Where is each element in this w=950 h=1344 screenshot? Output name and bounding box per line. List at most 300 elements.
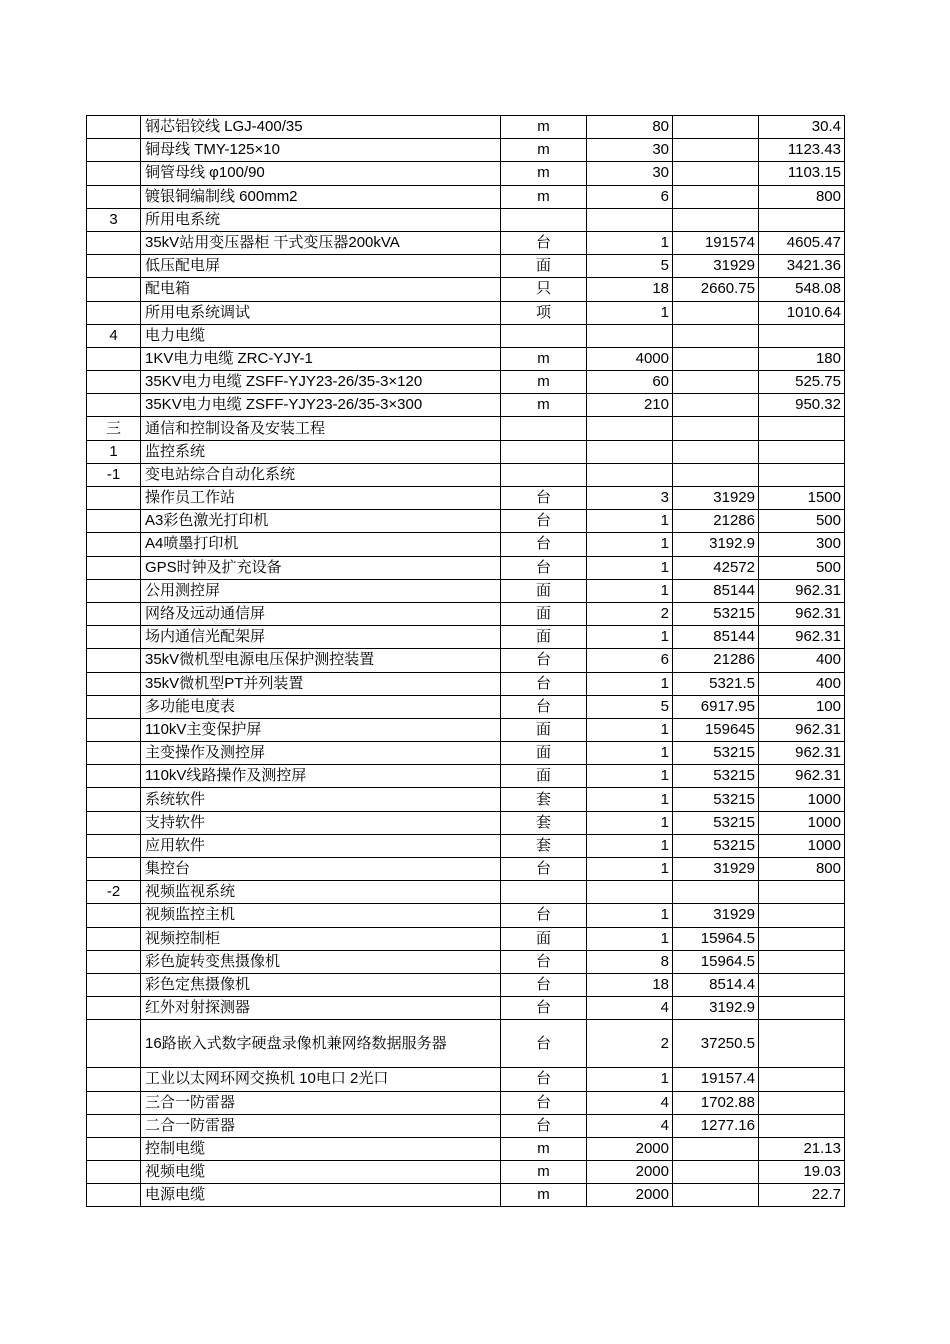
install-cost-cell: 21.13 [759, 1137, 845, 1160]
item-name-cell: 通信和控制设备及安装工程 [141, 417, 501, 440]
unit-cell: 面 [501, 602, 587, 625]
item-name-cell: 16路嵌入式数字硬盘录像机兼网络数据服务器 [141, 1020, 501, 1068]
quantity-cell: 2 [587, 1020, 673, 1068]
install-cost-cell: 500 [759, 556, 845, 579]
item-number-cell [87, 1091, 141, 1114]
unit-cell: m [501, 347, 587, 370]
item-name-cell: 监控系统 [141, 440, 501, 463]
unit-cell: m [501, 139, 587, 162]
unit-cell: 台 [501, 858, 587, 881]
install-cost-cell [759, 208, 845, 231]
item-number-cell [87, 162, 141, 185]
item-name-cell: A4喷墨打印机 [141, 533, 501, 556]
table-row [87, 301, 845, 324]
item-number-cell [87, 950, 141, 973]
item-number-cell [87, 997, 141, 1020]
install-cost-cell [759, 950, 845, 973]
item-number-cell [87, 1020, 141, 1068]
item-name-cell: 集控台 [141, 858, 501, 881]
item-number-cell [87, 116, 141, 139]
item-name-cell: 35KV电力电缆 ZSFF-YJY23-26/35-3×300 [141, 394, 501, 417]
unit-cell [501, 440, 587, 463]
unit-cell: 面 [501, 718, 587, 741]
unit-price-cell: 21286 [673, 510, 759, 533]
table-row [87, 579, 845, 602]
item-number-cell [87, 255, 141, 278]
item-name-cell: 35kV微机型PT并列装置 [141, 672, 501, 695]
table-row [87, 278, 845, 301]
quantity-cell: 6 [587, 649, 673, 672]
item-name-cell: 35kV微机型电源电压保护测控装置 [141, 649, 501, 672]
table-row [87, 347, 845, 370]
item-number-cell [87, 602, 141, 625]
unit-cell: 台 [501, 487, 587, 510]
install-cost-cell: 962.31 [759, 718, 845, 741]
unit-cell: m [501, 1137, 587, 1160]
quantity-cell: 60 [587, 371, 673, 394]
table-row [87, 718, 845, 741]
item-name-cell: 铜母线 TMY-125×10 [141, 139, 501, 162]
unit-price-cell [673, 139, 759, 162]
install-cost-cell: 1000 [759, 834, 845, 857]
table-row [87, 533, 845, 556]
table-row [87, 834, 845, 857]
item-name-cell: 红外对射探测器 [141, 997, 501, 1020]
table-row [87, 463, 845, 486]
table-row [87, 116, 845, 139]
quantity-cell: 1 [587, 231, 673, 254]
item-number-cell: -1 [87, 463, 141, 486]
table-row [87, 1020, 845, 1068]
unit-cell: 项 [501, 301, 587, 324]
quantity-cell: 1 [587, 834, 673, 857]
quantity-cell: 1 [587, 510, 673, 533]
table-row [87, 973, 845, 996]
item-name-cell: 变电站综合自动化系统 [141, 463, 501, 486]
table-row [87, 417, 845, 440]
install-cost-cell: 1123.43 [759, 139, 845, 162]
table-row [87, 1091, 845, 1114]
item-number-cell [87, 765, 141, 788]
unit-cell: 套 [501, 811, 587, 834]
install-cost-cell: 400 [759, 672, 845, 695]
unit-cell: m [501, 1184, 587, 1207]
item-name-cell: 低压配电屏 [141, 255, 501, 278]
install-cost-cell: 3421.36 [759, 255, 845, 278]
install-cost-cell: 22.7 [759, 1184, 845, 1207]
table-row [87, 324, 845, 347]
item-name-cell: 所用电系统 [141, 208, 501, 231]
quantity-cell: 30 [587, 162, 673, 185]
item-number-cell [87, 139, 141, 162]
item-name-cell: 110kV线路操作及测控屏 [141, 765, 501, 788]
table-row [87, 440, 845, 463]
unit-cell: 面 [501, 742, 587, 765]
item-number-cell [87, 231, 141, 254]
table-row [87, 742, 845, 765]
unit-cell [501, 324, 587, 347]
unit-price-cell: 8514.4 [673, 973, 759, 996]
quantity-cell: 5 [587, 695, 673, 718]
quantity-cell: 4 [587, 997, 673, 1020]
item-number-cell [87, 1161, 141, 1184]
unit-price-cell: 21286 [673, 649, 759, 672]
unit-price-cell [673, 440, 759, 463]
install-cost-cell [759, 1020, 845, 1068]
item-name-cell: 35kV站用变压器柜 干式变压器200kVA [141, 231, 501, 254]
quantity-cell: 210 [587, 394, 673, 417]
item-name-cell: 视频电缆 [141, 1161, 501, 1184]
quantity-cell: 2000 [587, 1137, 673, 1160]
install-cost-cell: 950.32 [759, 394, 845, 417]
install-cost-cell: 1000 [759, 788, 845, 811]
quantity-cell: 1 [587, 765, 673, 788]
item-name-cell: 钢芯铝铰线 LGJ-400/35 [141, 116, 501, 139]
item-number-cell [87, 927, 141, 950]
install-cost-cell: 400 [759, 649, 845, 672]
unit-cell: 台 [501, 672, 587, 695]
install-cost-cell: 1500 [759, 487, 845, 510]
install-cost-cell [759, 1091, 845, 1114]
item-number-cell [87, 834, 141, 857]
item-name-cell: 彩色定焦摄像机 [141, 973, 501, 996]
unit-price-cell: 19157.4 [673, 1068, 759, 1091]
unit-price-cell [673, 324, 759, 347]
install-cost-cell: 1103.15 [759, 162, 845, 185]
item-name-cell: 公用测控屏 [141, 579, 501, 602]
table-row [87, 765, 845, 788]
table-row [87, 788, 845, 811]
table-row [87, 1184, 845, 1207]
item-name-cell: 工业以太网环网交换机 10电口 2光口 [141, 1068, 501, 1091]
install-cost-cell: 800 [759, 858, 845, 881]
unit-cell: 台 [501, 231, 587, 254]
unit-price-cell: 53215 [673, 834, 759, 857]
quantity-cell: 1 [587, 1068, 673, 1091]
install-cost-cell: 548.08 [759, 278, 845, 301]
item-name-cell: 主变操作及测控屏 [141, 742, 501, 765]
item-number-cell [87, 371, 141, 394]
unit-price-cell: 31929 [673, 904, 759, 927]
unit-price-cell [673, 1161, 759, 1184]
quantity-cell: 1 [587, 904, 673, 927]
table-row [87, 1114, 845, 1137]
item-number-cell [87, 1114, 141, 1137]
quantity-cell: 2000 [587, 1184, 673, 1207]
quantity-cell: 4 [587, 1114, 673, 1137]
table-row [87, 695, 845, 718]
item-number-cell [87, 301, 141, 324]
equipment-table [86, 115, 845, 1207]
item-number-cell [87, 556, 141, 579]
item-number-cell [87, 626, 141, 649]
item-number-cell [87, 973, 141, 996]
install-cost-cell: 500 [759, 510, 845, 533]
unit-price-cell [673, 185, 759, 208]
install-cost-cell [759, 417, 845, 440]
quantity-cell: 3 [587, 487, 673, 510]
table-row [87, 672, 845, 695]
table-row [87, 1137, 845, 1160]
unit-price-cell: 15964.5 [673, 927, 759, 950]
table-row [87, 626, 845, 649]
unit-price-cell: 53215 [673, 811, 759, 834]
unit-cell: 台 [501, 695, 587, 718]
install-cost-cell: 180 [759, 347, 845, 370]
unit-cell: 台 [501, 904, 587, 927]
item-name-cell: 镀银铜编制线 600mm2 [141, 185, 501, 208]
unit-price-cell: 5321.5 [673, 672, 759, 695]
item-name-cell: 控制电缆 [141, 1137, 501, 1160]
unit-cell: 面 [501, 927, 587, 950]
quantity-cell: 1 [587, 927, 673, 950]
table-row [87, 811, 845, 834]
unit-price-cell: 42572 [673, 556, 759, 579]
unit-price-cell [673, 116, 759, 139]
item-number-cell [87, 858, 141, 881]
table-row [87, 556, 845, 579]
install-cost-cell: 1010.64 [759, 301, 845, 324]
table-row [87, 487, 845, 510]
install-cost-cell: 962.31 [759, 602, 845, 625]
install-cost-cell [759, 997, 845, 1020]
unit-cell: m [501, 1161, 587, 1184]
item-name-cell: 场内通信光配架屏 [141, 626, 501, 649]
table-row [87, 649, 845, 672]
install-cost-cell: 800 [759, 185, 845, 208]
unit-cell: 台 [501, 533, 587, 556]
item-number-cell [87, 718, 141, 741]
quantity-cell: 18 [587, 278, 673, 301]
quantity-cell: 1 [587, 672, 673, 695]
quantity-cell: 18 [587, 973, 673, 996]
unit-price-cell: 1702.88 [673, 1091, 759, 1114]
item-name-cell: 三合一防雷器 [141, 1091, 501, 1114]
unit-cell: m [501, 116, 587, 139]
unit-price-cell: 3192.9 [673, 997, 759, 1020]
unit-cell: 台 [501, 997, 587, 1020]
quantity-cell: 30 [587, 139, 673, 162]
unit-cell: 只 [501, 278, 587, 301]
quantity-cell [587, 208, 673, 231]
item-name-cell: 多功能电度表 [141, 695, 501, 718]
table-row [87, 139, 845, 162]
unit-price-cell [673, 1137, 759, 1160]
unit-price-cell [673, 208, 759, 231]
item-number-cell [87, 811, 141, 834]
table-row [87, 185, 845, 208]
unit-cell: 台 [501, 1020, 587, 1068]
item-name-cell: 视频监控主机 [141, 904, 501, 927]
table-row [87, 904, 845, 927]
install-cost-cell: 962.31 [759, 579, 845, 602]
unit-cell: 套 [501, 834, 587, 857]
install-cost-cell: 4605.47 [759, 231, 845, 254]
unit-price-cell [673, 162, 759, 185]
unit-price-cell: 31929 [673, 858, 759, 881]
install-cost-cell: 100 [759, 695, 845, 718]
unit-cell [501, 463, 587, 486]
unit-price-cell: 1277.16 [673, 1114, 759, 1137]
unit-cell: m [501, 185, 587, 208]
table-row [87, 950, 845, 973]
table-row [87, 510, 845, 533]
unit-cell: m [501, 371, 587, 394]
unit-price-cell: 53215 [673, 602, 759, 625]
unit-price-cell [673, 347, 759, 370]
table-row [87, 858, 845, 881]
item-name-cell: 视频控制柜 [141, 927, 501, 950]
unit-cell: 面 [501, 579, 587, 602]
table-row [87, 208, 845, 231]
quantity-cell [587, 324, 673, 347]
item-name-cell: 电力电缆 [141, 324, 501, 347]
install-cost-cell: 19.03 [759, 1161, 845, 1184]
quantity-cell: 4000 [587, 347, 673, 370]
unit-price-cell: 31929 [673, 255, 759, 278]
install-cost-cell: 525.75 [759, 371, 845, 394]
unit-cell [501, 208, 587, 231]
install-cost-cell: 962.31 [759, 765, 845, 788]
item-number-cell [87, 788, 141, 811]
unit-cell: 台 [501, 510, 587, 533]
item-number-cell [87, 1184, 141, 1207]
item-number-cell: 三 [87, 417, 141, 440]
item-name-cell: 配电箱 [141, 278, 501, 301]
table-row [87, 997, 845, 1020]
unit-cell: 面 [501, 765, 587, 788]
table-row [87, 162, 845, 185]
table-row [87, 1161, 845, 1184]
unit-price-cell: 15964.5 [673, 950, 759, 973]
unit-cell: 台 [501, 649, 587, 672]
quantity-cell [587, 417, 673, 440]
item-name-cell: 二合一防雷器 [141, 1114, 501, 1137]
unit-price-cell [673, 881, 759, 904]
quantity-cell: 1 [587, 579, 673, 602]
unit-cell: 套 [501, 788, 587, 811]
item-number-cell [87, 672, 141, 695]
unit-price-cell [673, 371, 759, 394]
quantity-cell [587, 881, 673, 904]
unit-price-cell: 85144 [673, 579, 759, 602]
table-row [87, 371, 845, 394]
item-number-cell [87, 1068, 141, 1091]
item-name-cell: A3彩色激光打印机 [141, 510, 501, 533]
unit-price-cell [673, 417, 759, 440]
quantity-cell: 1 [587, 858, 673, 881]
unit-price-cell: 3192.9 [673, 533, 759, 556]
unit-cell: m [501, 162, 587, 185]
item-name-cell: 支持软件 [141, 811, 501, 834]
unit-price-cell: 53215 [673, 765, 759, 788]
unit-price-cell: 53215 [673, 788, 759, 811]
item-number-cell [87, 533, 141, 556]
quantity-cell: 5 [587, 255, 673, 278]
unit-price-cell: 31929 [673, 487, 759, 510]
install-cost-cell [759, 440, 845, 463]
table-row [87, 602, 845, 625]
quantity-cell [587, 463, 673, 486]
item-number-cell: 4 [87, 324, 141, 347]
unit-cell: m [501, 394, 587, 417]
install-cost-cell [759, 973, 845, 996]
install-cost-cell [759, 463, 845, 486]
item-name-cell: 彩色旋转变焦摄像机 [141, 950, 501, 973]
item-name-cell: 110kV主变保护屏 [141, 718, 501, 741]
unit-price-cell: 159645 [673, 718, 759, 741]
install-cost-cell [759, 324, 845, 347]
item-number-cell [87, 394, 141, 417]
unit-price-cell: 53215 [673, 742, 759, 765]
unit-cell: 台 [501, 950, 587, 973]
unit-price-cell [673, 301, 759, 324]
table-row [87, 394, 845, 417]
item-number-cell [87, 742, 141, 765]
install-cost-cell: 1000 [759, 811, 845, 834]
item-name-cell: 电源电缆 [141, 1184, 501, 1207]
unit-price-cell: 85144 [673, 626, 759, 649]
table-row [87, 231, 845, 254]
item-number-cell [87, 487, 141, 510]
unit-price-cell [673, 1184, 759, 1207]
item-number-cell: 1 [87, 440, 141, 463]
quantity-cell: 8 [587, 950, 673, 973]
item-name-cell: 1KV电力电缆 ZRC-YJY-1 [141, 347, 501, 370]
quantity-cell: 80 [587, 116, 673, 139]
install-cost-cell [759, 881, 845, 904]
quantity-cell [587, 440, 673, 463]
table-body [87, 116, 845, 1207]
unit-cell [501, 417, 587, 440]
item-number-cell [87, 510, 141, 533]
table-row [87, 1068, 845, 1091]
unit-price-cell: 191574 [673, 231, 759, 254]
item-name-cell: 系统软件 [141, 788, 501, 811]
unit-cell: 台 [501, 1091, 587, 1114]
item-number-cell [87, 904, 141, 927]
unit-cell: 台 [501, 973, 587, 996]
unit-cell: 台 [501, 556, 587, 579]
quantity-cell: 1 [587, 742, 673, 765]
install-cost-cell: 30.4 [759, 116, 845, 139]
item-number-cell [87, 185, 141, 208]
quantity-cell: 2000 [587, 1161, 673, 1184]
unit-cell: 台 [501, 1114, 587, 1137]
quantity-cell: 1 [587, 533, 673, 556]
unit-price-cell: 6917.95 [673, 695, 759, 718]
quantity-cell: 1 [587, 718, 673, 741]
item-name-cell: GPS时钟及扩充设备 [141, 556, 501, 579]
item-name-cell: 视频监视系统 [141, 881, 501, 904]
item-name-cell: 网络及远动通信屏 [141, 602, 501, 625]
install-cost-cell [759, 1114, 845, 1137]
unit-cell [501, 881, 587, 904]
quantity-cell: 2 [587, 602, 673, 625]
table-row [87, 881, 845, 904]
quantity-cell: 1 [587, 301, 673, 324]
item-number-cell [87, 649, 141, 672]
unit-cell: 面 [501, 626, 587, 649]
unit-cell: 面 [501, 255, 587, 278]
install-cost-cell [759, 927, 845, 950]
item-number-cell: -2 [87, 881, 141, 904]
item-number-cell [87, 579, 141, 602]
unit-price-cell: 2660.75 [673, 278, 759, 301]
item-name-cell: 所用电系统调试 [141, 301, 501, 324]
unit-price-cell [673, 394, 759, 417]
install-cost-cell: 962.31 [759, 626, 845, 649]
